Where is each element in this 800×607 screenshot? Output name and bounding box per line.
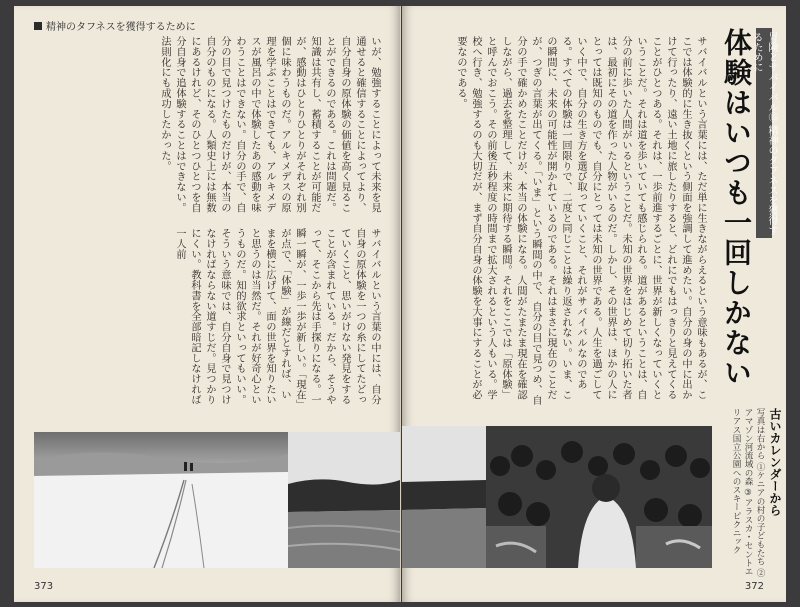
series-tag: 冒険とサバイバル⑮ 精神のタフネスを獲得するために [756,28,772,238]
page-number-right: 372 [744,581,764,592]
square-bullet-icon [34,22,42,30]
left-page [14,6,401,602]
running-head [34,18,196,33]
left-body-text-top: いが、勉強することによって未来を見通せると確信することによってより、自分自身の原体験の価値を高く見ることができるのである。これは問題だ。知識は共有し、蓄積することが可能だが、感動はひとりひとりがそれぞれ別個に味わうものだ。アルキメデスの原理を学ぶことはできても、アルキメデスが風呂の中で体験したあの感動を味わうことはできない。自分の手で、自分の目で見つけたものだけが、本当の自分のものになる。人類史上には無数にあるけれど、そのひとつひとつを自分自身で追体験することはできない。法則化にも成功したかった。 [159,36,380,213]
right-body-text: サバイバルという言葉には、ただ単に生きながらえるという意味もあるが、ここでは体験的に生き抜くという側面を強調して進めたい。自分の身の中に出かけて行ったり、遠い土地に旅したりすると、どれにでもはっきりと見えてくることがひとつある。それは、一歩前進するごとに、世界が新しくなっていくということだ。それは道を歩いていても感じられる。道があるということは、自分の前に歩いた人間がいるということだ。未知の世界をはじめて切り拓いた者は、最初にその道を作った人物がいるのだ。しかし、その世界は、ほかの人にとっては既知のものでも、自分にとっては未知の世界である。人生を過ごしていく中で、自分の生き方を選び取っていくこと、それがサバイバルなのである。すべての体験は一回限りで、二度と同じことは繰り返されない。いま、この瞬間に、未来の可能性が開かれているのである。それはまさに現在のことだが、つぎの言葉が出てくる。「いま」という瞬間の中で、自分の目で見つめ、自分の手で確かめたことだけが、本当の体験になる。人間がたまたま現在を確認しながら、過去を整理して、未来に期待する瞬間。それをここでは「原体験」と呼んでおこう。その前後五秒程度の時間まで拡大されるという人もいる。学校へ行き、勉強するのも大切だが、まず自分自身の体験を大事にすることが必要なのである。 [455,36,706,406]
article-title: 体験はいつも一回しかない [720,28,753,388]
photo-river [288,432,400,568]
photo-crowd [486,426,712,568]
page-number-left: 373 [34,581,54,592]
right-page [402,6,786,602]
left-body-text-mid: サバイバルという言葉の中には、自分自身の原体験を一つの糸にしてたどっていくこと、思いがけない発見をすることが含まれている。だから、そうやって、そこから先は手探りになる。一瞬一瞬が、一歩一歩が新しい。「現在」が点で、「体験」が線だとすれば、いまを横に広げて、面の世界を知りたいと思うのは当然だ。それが好奇心というものだ。知的欲求といってもいい。そういう意味では、自分自身で見つけなければならない道すじだ。見つかりにくい。教科書を全部暗記しなければ一人前 [174,228,380,405]
caption-title: 古いカレンダーから [768,408,782,516]
title-block [714,28,777,418]
running-head-text: 精神のタフネスを獲得するために [46,22,196,33]
photo-snowfield [34,432,288,568]
photo-river-continued [402,426,486,568]
caption-body: 写真は右から ①ケニアの村の子どもたち ②アマゾン河流域の森 ③アラスカ・セントエリアス国立公園へのスキーピクニック [731,408,765,577]
